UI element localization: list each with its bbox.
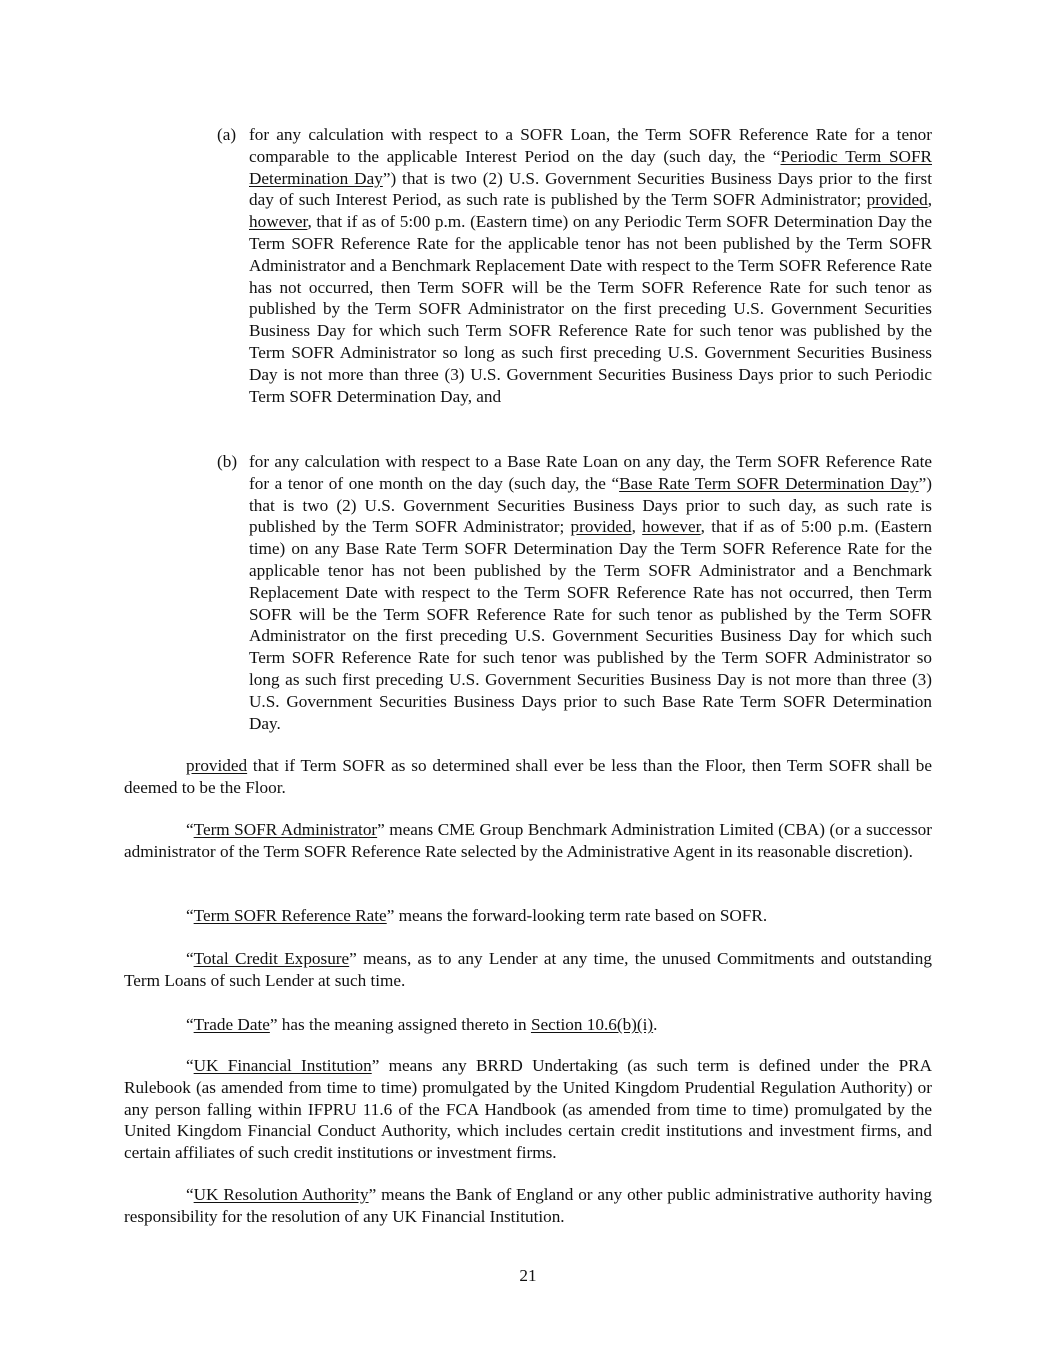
list-item-b: [217, 451, 932, 734]
page-number: 21: [519, 1266, 537, 1285]
section-reference: Section 10.6(b)(i): [530, 1015, 654, 1034]
definition-trade-date: “Trade Date” has the meaning assigned thereto in Section 10.6(b)(i).: [186, 1015, 658, 1034]
list-item-b-text: for any calculation with respect to a Base Rate Loan on any day, the Term SOFR Reference Rate for a tenor of one month on the day (such day, the “Base Rate Term SOFR Determination Day”) that is two (2) U.S. Government Securities Business Days prior to such day, as such rate is published by the Term SOFR Administrator; provided, however, that if as of 5:00 p.m. (Eastern time) on any Base Rate Term SOFR Determination Day the Term SOFR Reference Rate for the applicable tenor has not been published by the Term SOFR Administrator and a Benchmark Replacement Date with respect to the Term SOFR Reference Rate has not occurred, then Term SOFR will be the Term SOFR Reference Rate for such tenor as published by the Term SOFR Administrator on the first preceding U.S. Government Securities Business Day for which such Term SOFR Reference Rate for such tenor was published by the Term SOFR Administrator so long as such first preceding U.S. Government Securities Business Day is not more than three (3) U.S. Government Securities Business Days prior to such Base Rate Term SOFR Determination Day.: [249, 452, 933, 733]
provided-keyword: provided: [570, 517, 632, 537]
defined-term: Trade Date: [193, 1015, 270, 1034]
however-keyword: however: [642, 517, 701, 537]
defined-term-periodic-term-sofr-determination-day: Periodic Term SOFR Determination Day: [249, 146, 932, 188]
definition-term-sofr-reference-rate: “Term SOFR Reference Rate” means the forward-looking term rate based on SOFR.: [186, 906, 768, 925]
list-item-a: [217, 124, 932, 407]
definition-uk-resolution-authority: “UK Resolution Authority” means the Bank of England or any other public administrative authority having responsibility for the resolution of any UK Financial Institution.: [124, 1185, 932, 1226]
list-marker-a: (a): [217, 125, 237, 144]
definition-uk-financial-institution: “UK Financial Institution” means any BRRD Undertaking (as such term is defined under the PRA Rulebook (as amended from time to time) promulgated by the United Kingdom Prudential Regulation Authority) or any person falling within IFPRU 11.6 of the FCA Handbook (as amended from time to time) promulgated by the United Kingdom Financial Conduct Authority, which includes certain credit institutions and investment firms, and certain affiliates of such credit institutions or investment firms.: [124, 1056, 932, 1163]
defined-term: Term SOFR Administrator: [193, 820, 378, 839]
defined-term: Total Credit Exposure: [193, 949, 350, 968]
definition-term-sofr-administrator: “Term SOFR Administrator” means CME Group Benchmark Administration Limited (CBA) (or a successor administrator of the Term SOFR Reference Rate selected by the Administrative Agent in its reasonable discretion).: [124, 820, 932, 861]
provided-keyword: provided: [866, 190, 928, 210]
defined-term-base-rate-term-sofr-determination-day: Base Rate Term SOFR Determination Day: [619, 473, 919, 493]
provided-keyword: provided: [186, 756, 248, 775]
defined-term: UK Financial Institution: [193, 1056, 372, 1075]
list-marker-b: (b): [217, 452, 238, 471]
defined-term: Term SOFR Reference Rate: [193, 906, 387, 925]
however-keyword: however: [249, 212, 308, 232]
definition-total-credit-exposure: “Total Credit Exposure” means, as to any Lender at any time, the unused Commitments and outstanding Term Loans of such Lender at such time.: [124, 949, 932, 990]
defined-term: UK Resolution Authority: [193, 1185, 369, 1204]
list-item-a-text: for any calculation with respect to a SOFR Loan, the Term SOFR Reference Rate for a tenor comparable to the applicable Interest Period on the day (such day, the “Periodic Term SOFR Determination Day”) that is two (2) U.S. Government Securities Business Days prior to the first day of such Interest Period, as such rate is published by the Term SOFR Administrator; provided, however, that if as of 5:00 p.m. (Eastern time) on any Periodic Term SOFR Determination Day the Term SOFR Reference Rate for the applicable tenor has not been published by the Term SOFR Administrator and a Benchmark Replacement Date with respect to the Term SOFR Reference Rate has not occurred, then Term SOFR will be the Term SOFR Reference Rate for such tenor as published by the Term SOFR Administrator on the first preceding U.S. Government Securities Business Day for which such Term SOFR Reference Rate for such tenor was published by the Term SOFR Administrator so long as such first preceding U.S. Government Securities Business Day is not more than three (3) U.S. Government Securities Business Days prior to such Periodic Term SOFR Determination Day, and: [249, 125, 932, 406]
document-page: [124, 0, 932, 1365]
provided-clause-paragraph: provided that if Term SOFR as so determined shall ever be less than the Floor, then Term SOFR shall be deemed to be the Floor.: [124, 756, 932, 797]
